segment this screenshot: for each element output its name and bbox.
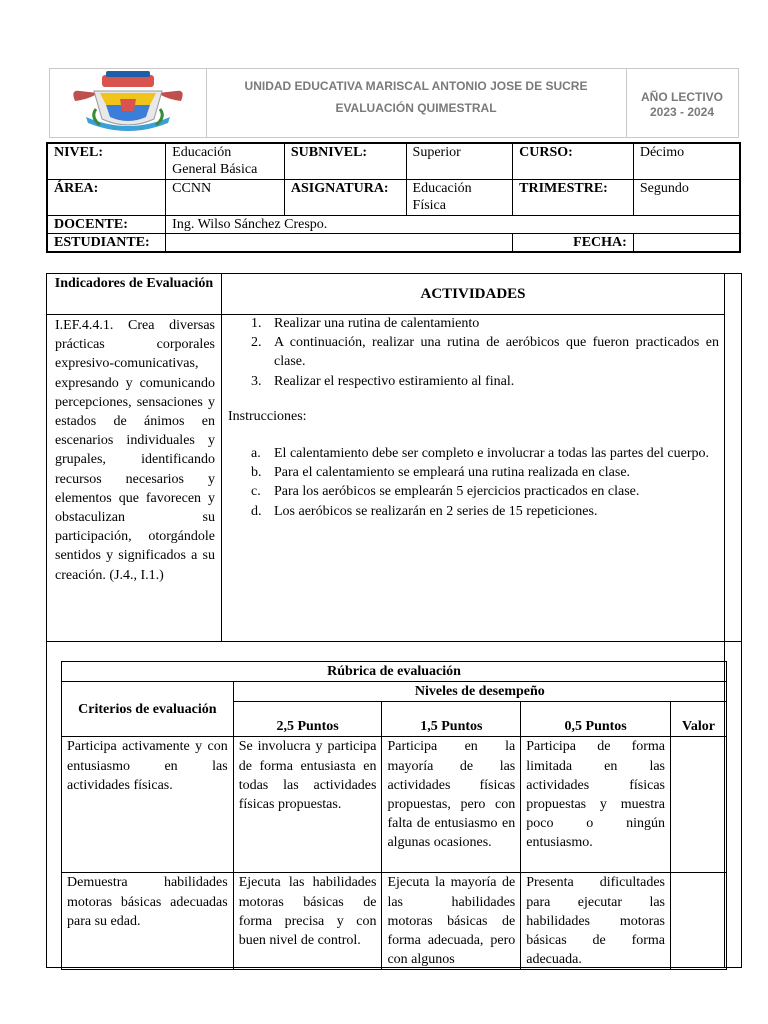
- points-15-heading: 1,5 Puntos: [382, 702, 521, 737]
- list-item: d. Los aeróbicos se realizarán en 2 series de 15 repeticiones.: [251, 503, 598, 519]
- list-item: 3. Realizar el respectivo estiramiento al final.: [251, 373, 515, 389]
- school-crest-icon: [50, 69, 206, 137]
- estudiante-field[interactable]: [166, 233, 513, 252]
- rubric-table: [61, 661, 727, 970]
- instructions-label: Instrucciones:: [228, 409, 307, 424]
- trimestre-value: Segundo: [633, 179, 740, 215]
- levels-heading: Niveles de desempeño: [233, 682, 726, 702]
- criterion-cell: Participa activamente y con entusiasmo en las actividades físicas.: [62, 737, 234, 873]
- steps-list: [229, 314, 719, 391]
- level-05-cell: Presenta dificultades para ejecutar las habilidades motoras básicas de forma adecuada.: [521, 873, 671, 970]
- student-info-table: [46, 142, 741, 253]
- docente-value: Ing. Wilso Sánchez Crespo.: [166, 215, 740, 233]
- subnivel-value: Superior: [406, 143, 513, 179]
- docente-label: DOCENTE:: [47, 215, 166, 233]
- subnivel-label: SUBNIVEL:: [284, 143, 406, 179]
- points-05-heading: 0,5 Puntos: [521, 702, 671, 737]
- document-header: [49, 68, 739, 138]
- header-title-block: [206, 69, 627, 137]
- curso-label: CURSO:: [513, 143, 634, 179]
- school-year-label: AÑO LECTIVO: [640, 90, 723, 104]
- table-row: [62, 737, 727, 873]
- list-item: 1. Realizar una rutina de calentamiento: [251, 316, 480, 331]
- asignatura-label: ASIGNATURA:: [284, 179, 406, 215]
- trimestre-label: TRIMESTRE:: [513, 179, 634, 215]
- level-25-cell: Ejecuta las habilidades motoras básicas de forma precisa y con buen nivel de control.: [233, 873, 382, 970]
- fecha-label: FECHA:: [513, 233, 634, 252]
- area-value: CCNN: [166, 179, 285, 215]
- list-item: c. Para los aeróbicos se emplearán 5 ejercicios practicados en clase.: [251, 484, 640, 500]
- level-15-cell: Participa en la mayoría de las actividades físicas propuestas, pero con falta de entusiasmo en algunas ocasiones.: [382, 737, 521, 873]
- criterion-cell: Demuestra habilidades motoras básicas adecuadas para su edad.: [62, 873, 234, 970]
- divider: [221, 274, 222, 641]
- points-25-heading: 2,5 Puntos: [233, 702, 382, 737]
- nivel-label: NIVEL:: [47, 143, 166, 179]
- nivel-value: Educación General Básica: [166, 143, 285, 179]
- school-name: UNIDAD EDUCATIVA MARISCAL ANTONIO JOSE DE SUCRE: [244, 79, 588, 93]
- estudiante-label: ESTUDIANTE:: [47, 233, 166, 252]
- list-item: a. El calentamiento debe ser completo e involucrar a todas las partes del cuerpo.: [251, 446, 709, 461]
- indicators-heading: Indicadores de Evaluación: [54, 276, 214, 291]
- school-year: 2023 - 2024: [649, 105, 715, 119]
- level-05-cell: Participa de forma limitada en las actividades físicas propuestas y muestra poco o ningún entusiasmo.: [521, 737, 671, 873]
- divider: [47, 641, 741, 642]
- indicator-text: I.EF.4.4.1. Crea diversas prácticas corporales expresivo-comunicativas, expresando y comunicando percepciones, sensaciones y estados de ánimos en escenarios individuales y grupales, identificando recursos necesarios y elementos que favorecen y obstaculizan su participación, otorgándole sentidos y significados a su creación. (J.4., I.1.): [55, 318, 215, 583]
- school-logo: [50, 69, 207, 137]
- asignatura-value: Educación Física: [406, 179, 513, 215]
- area-label: ÁREA:: [47, 179, 166, 215]
- rubric-title: Rúbrica de evaluación: [62, 662, 727, 682]
- list-item: 2. A continuación, realizar una rutina de aeróbicos que fueron practicados en clase.: [251, 335, 719, 370]
- level-25-cell: Se involucra y participa de forma entusiasta en todas las actividades físicas propuestas.: [233, 737, 382, 873]
- valor-heading: Valor: [671, 702, 727, 737]
- valor-cell[interactable]: [671, 873, 727, 970]
- school-year-block: [626, 69, 738, 137]
- exam-title: EVALUACIÓN QUIMESTRAL: [335, 101, 497, 115]
- fecha-field[interactable]: [633, 233, 740, 252]
- instructions-list: [229, 444, 719, 521]
- level-15-cell: Ejecuta la mayoría de las habilidades motoras básicas de forma adecuada, pero con algunos: [382, 873, 521, 970]
- curso-value: Décimo: [633, 143, 740, 179]
- table-row: [62, 873, 727, 970]
- valor-cell[interactable]: [671, 737, 727, 873]
- activities-heading: ACTIVIDADES: [420, 286, 526, 302]
- criteria-heading: Criterios de evaluación: [62, 682, 234, 737]
- list-item: b. Para el calentamiento se empleará una rutina realizada en clase.: [251, 465, 631, 481]
